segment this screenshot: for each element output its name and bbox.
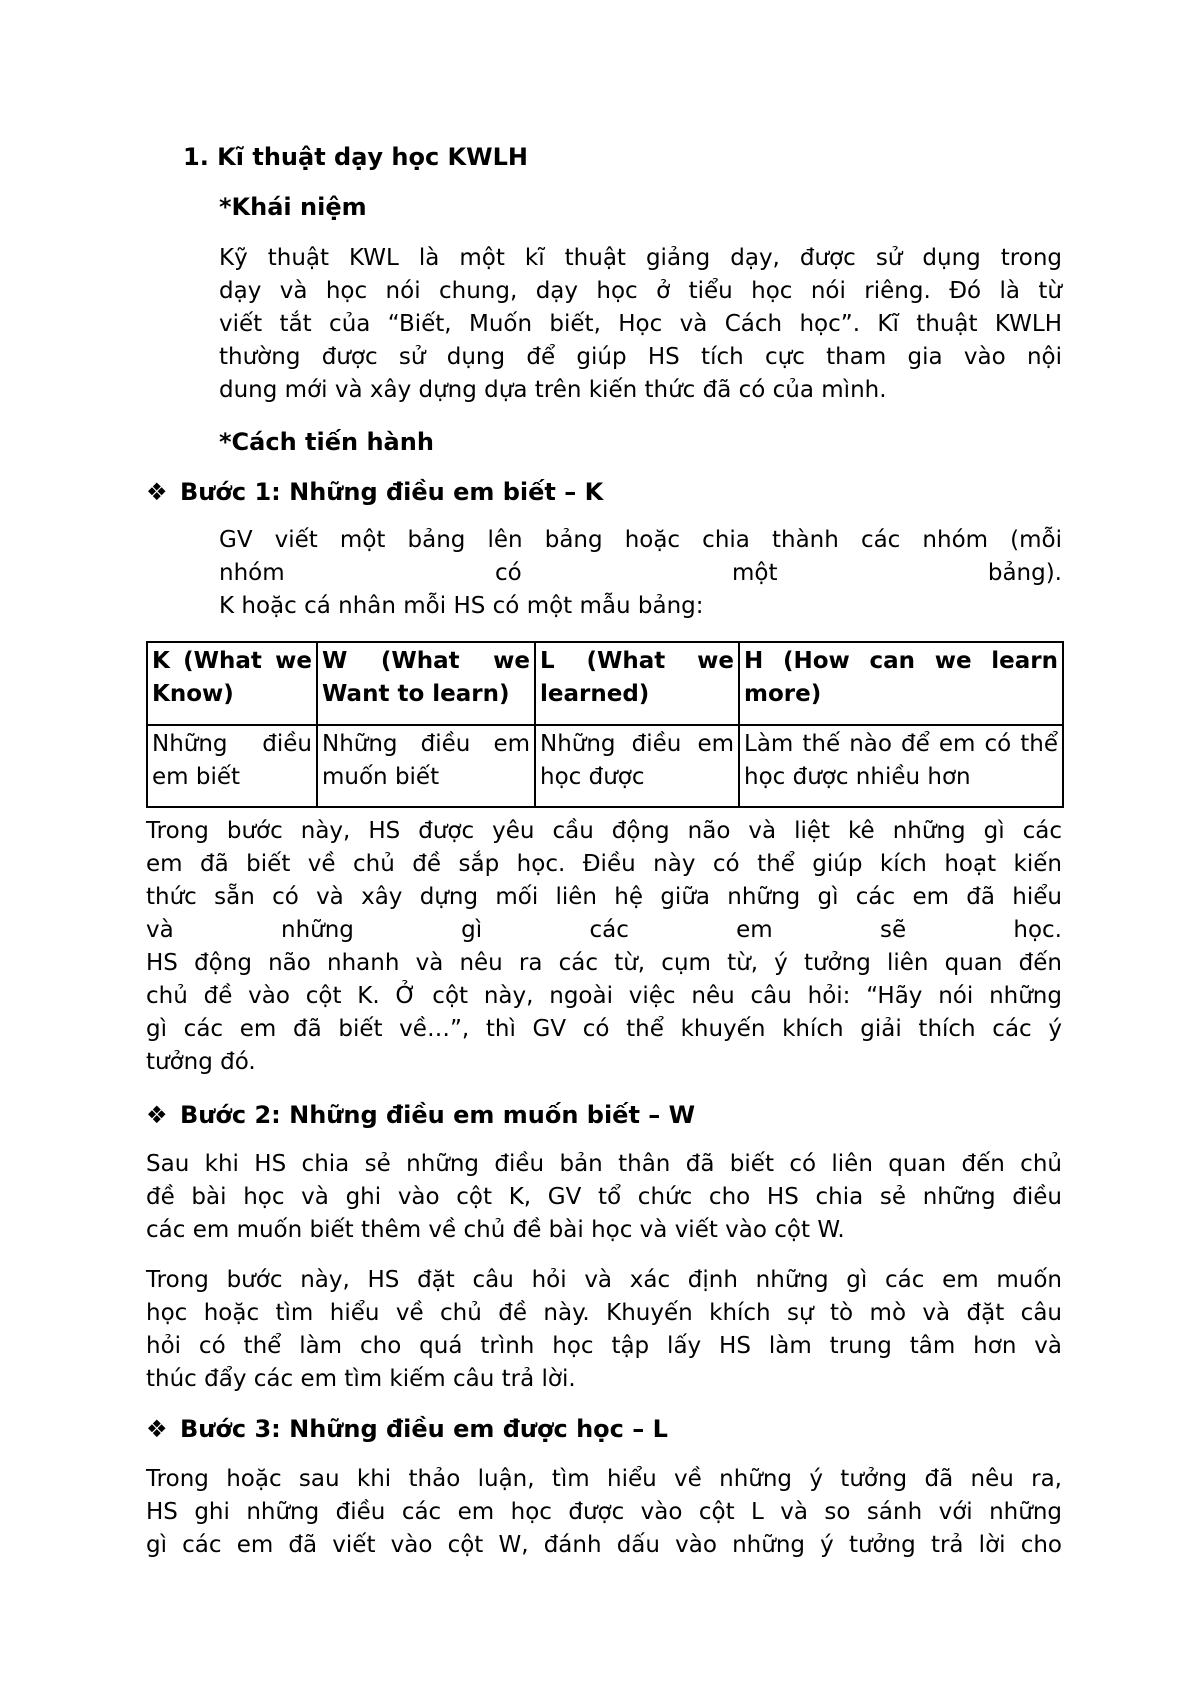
diamond-bullet-icon: ❖ xyxy=(146,1101,168,1129)
diamond-bullet-icon: ❖ xyxy=(146,478,168,506)
text-line: chủ đề vào cột K. Ở cột này, ngoài việc nêu câu hỏi: “Hãy nói những xyxy=(146,983,1062,1009)
text-line: Trong bước này, HS đặt câu hỏi và xác định những gì các em muốn xyxy=(146,1267,1062,1293)
step2-paragraph-2 xyxy=(146,1264,1062,1396)
table-cell: Làm thế nào để em có thể học được nhiều hơn xyxy=(739,725,1063,807)
table-header-cell: K (What we Know) xyxy=(147,642,317,725)
diamond-bullet-icon: ❖ xyxy=(146,1415,168,1443)
text-line: học hoặc tìm hiểu về chủ đề này. Khuyến khích sự tò mò và đặt câu xyxy=(146,1300,1062,1326)
text-line: thúc đẩy các em tìm kiếm câu trả lời. xyxy=(146,1366,576,1392)
step2-heading xyxy=(146,1098,695,1132)
text-line: HS động não nhanh và nêu ra các từ, cụm từ, ý tưởng liên quan đến xyxy=(146,950,1062,976)
table-header-cell: L (What we learned) xyxy=(535,642,739,725)
text-line: GV viết một bảng lên bảng hoặc chia thành các nhóm (mỗi xyxy=(219,527,1062,553)
text-line: gì các em đã viết vào cột W, đánh dấu vào những ý tưởng trả lời cho xyxy=(146,1532,1062,1558)
text-line: Trong hoặc sau khi thảo luận, tìm hiểu về những ý tưởng đã nêu ra, xyxy=(146,1466,1062,1492)
procedure-title: *Cách tiến hành xyxy=(219,428,434,456)
step1-explanation xyxy=(146,815,1062,1079)
table-cell: Những điều em học được xyxy=(535,725,739,807)
table-header-cell: H (How can we learn more) xyxy=(739,642,1063,725)
text-line: viết tắt của “Biết, Muốn biết, Học và Cách học”. Kĩ thuật KWLH xyxy=(219,311,1062,337)
text-line: em đã biết về chủ đề sắp học. Điều này có thể giúp kích hoạt kiến xyxy=(146,851,1062,877)
table-row xyxy=(147,725,1063,807)
text-line: Sau khi HS chia sẻ những điều bản thân đã biết có liên quan đến chủ xyxy=(146,1151,1062,1177)
text-line: thường được sử dụng để giúp HS tích cực tham gia vào nội xyxy=(219,344,1062,370)
text-line: Kỹ thuật KWL là một kĩ thuật giảng dạy, được sử dụng trong xyxy=(219,245,1062,271)
step3-title: Bước 3: Những điều em được học – L xyxy=(180,1415,668,1443)
text-line: và những gì các em sẽ học. xyxy=(146,917,1062,943)
kwlh-table xyxy=(146,641,1064,808)
text-line: gì các em đã biết về…”, thì GV có thể khuyến khích giải thích các ý xyxy=(146,1016,1062,1042)
text-line: thức sẵn có và xây dựng mối liên hệ giữa những gì các em đã hiểu xyxy=(146,884,1062,910)
text-line: tưởng đó. xyxy=(146,1049,256,1075)
text-line: đề bài học và ghi vào cột K, GV tổ chức cho HS chia sẻ những điều xyxy=(146,1184,1062,1210)
table-header-row xyxy=(147,642,1063,725)
step2-title: Bước 2: Những điều em muốn biết – W xyxy=(180,1101,696,1129)
table-header-cell: W (What we Want to learn) xyxy=(317,642,535,725)
text-line: dung mới và xây dựng dựa trên kiến thức đã có của mình. xyxy=(219,377,887,403)
table-cell: Những điều em muốn biết xyxy=(317,725,535,807)
text-line: các em muốn biết thêm về chủ đề bài học và viết vào cột W. xyxy=(146,1217,845,1243)
step1-title: Bước 1: Những điều em biết – K xyxy=(180,478,604,506)
text-line: hỏi có thể làm cho quá trình học tập lấy HS làm trung tâm hơn và xyxy=(146,1333,1062,1359)
step2-paragraph-1 xyxy=(146,1148,1062,1247)
text-line: Trong bước này, HS được yêu cầu động não và liệt kê những gì các xyxy=(146,818,1062,844)
text-line: nhóm có một bảng). xyxy=(219,560,1062,586)
text-line: dạy và học nói chung, dạy học ở tiểu học nói riêng. Đó là từ xyxy=(219,278,1062,304)
step3-paragraph xyxy=(146,1463,1062,1562)
table-cell: Những điều em biết xyxy=(147,725,317,807)
text-line: K hoặc cá nhân mỗi HS có một mẫu bảng: xyxy=(219,593,704,619)
section-heading: 1. Kĩ thuật dạy học KWLH xyxy=(183,143,528,171)
step1-heading xyxy=(146,475,603,509)
concept-paragraph xyxy=(219,242,1062,407)
concept-title: *Khái niệm xyxy=(219,193,367,221)
step1-intro xyxy=(219,524,1062,623)
step3-heading xyxy=(146,1412,668,1446)
text-line: HS ghi những điều các em học được vào cột L và so sánh với những xyxy=(146,1499,1062,1525)
